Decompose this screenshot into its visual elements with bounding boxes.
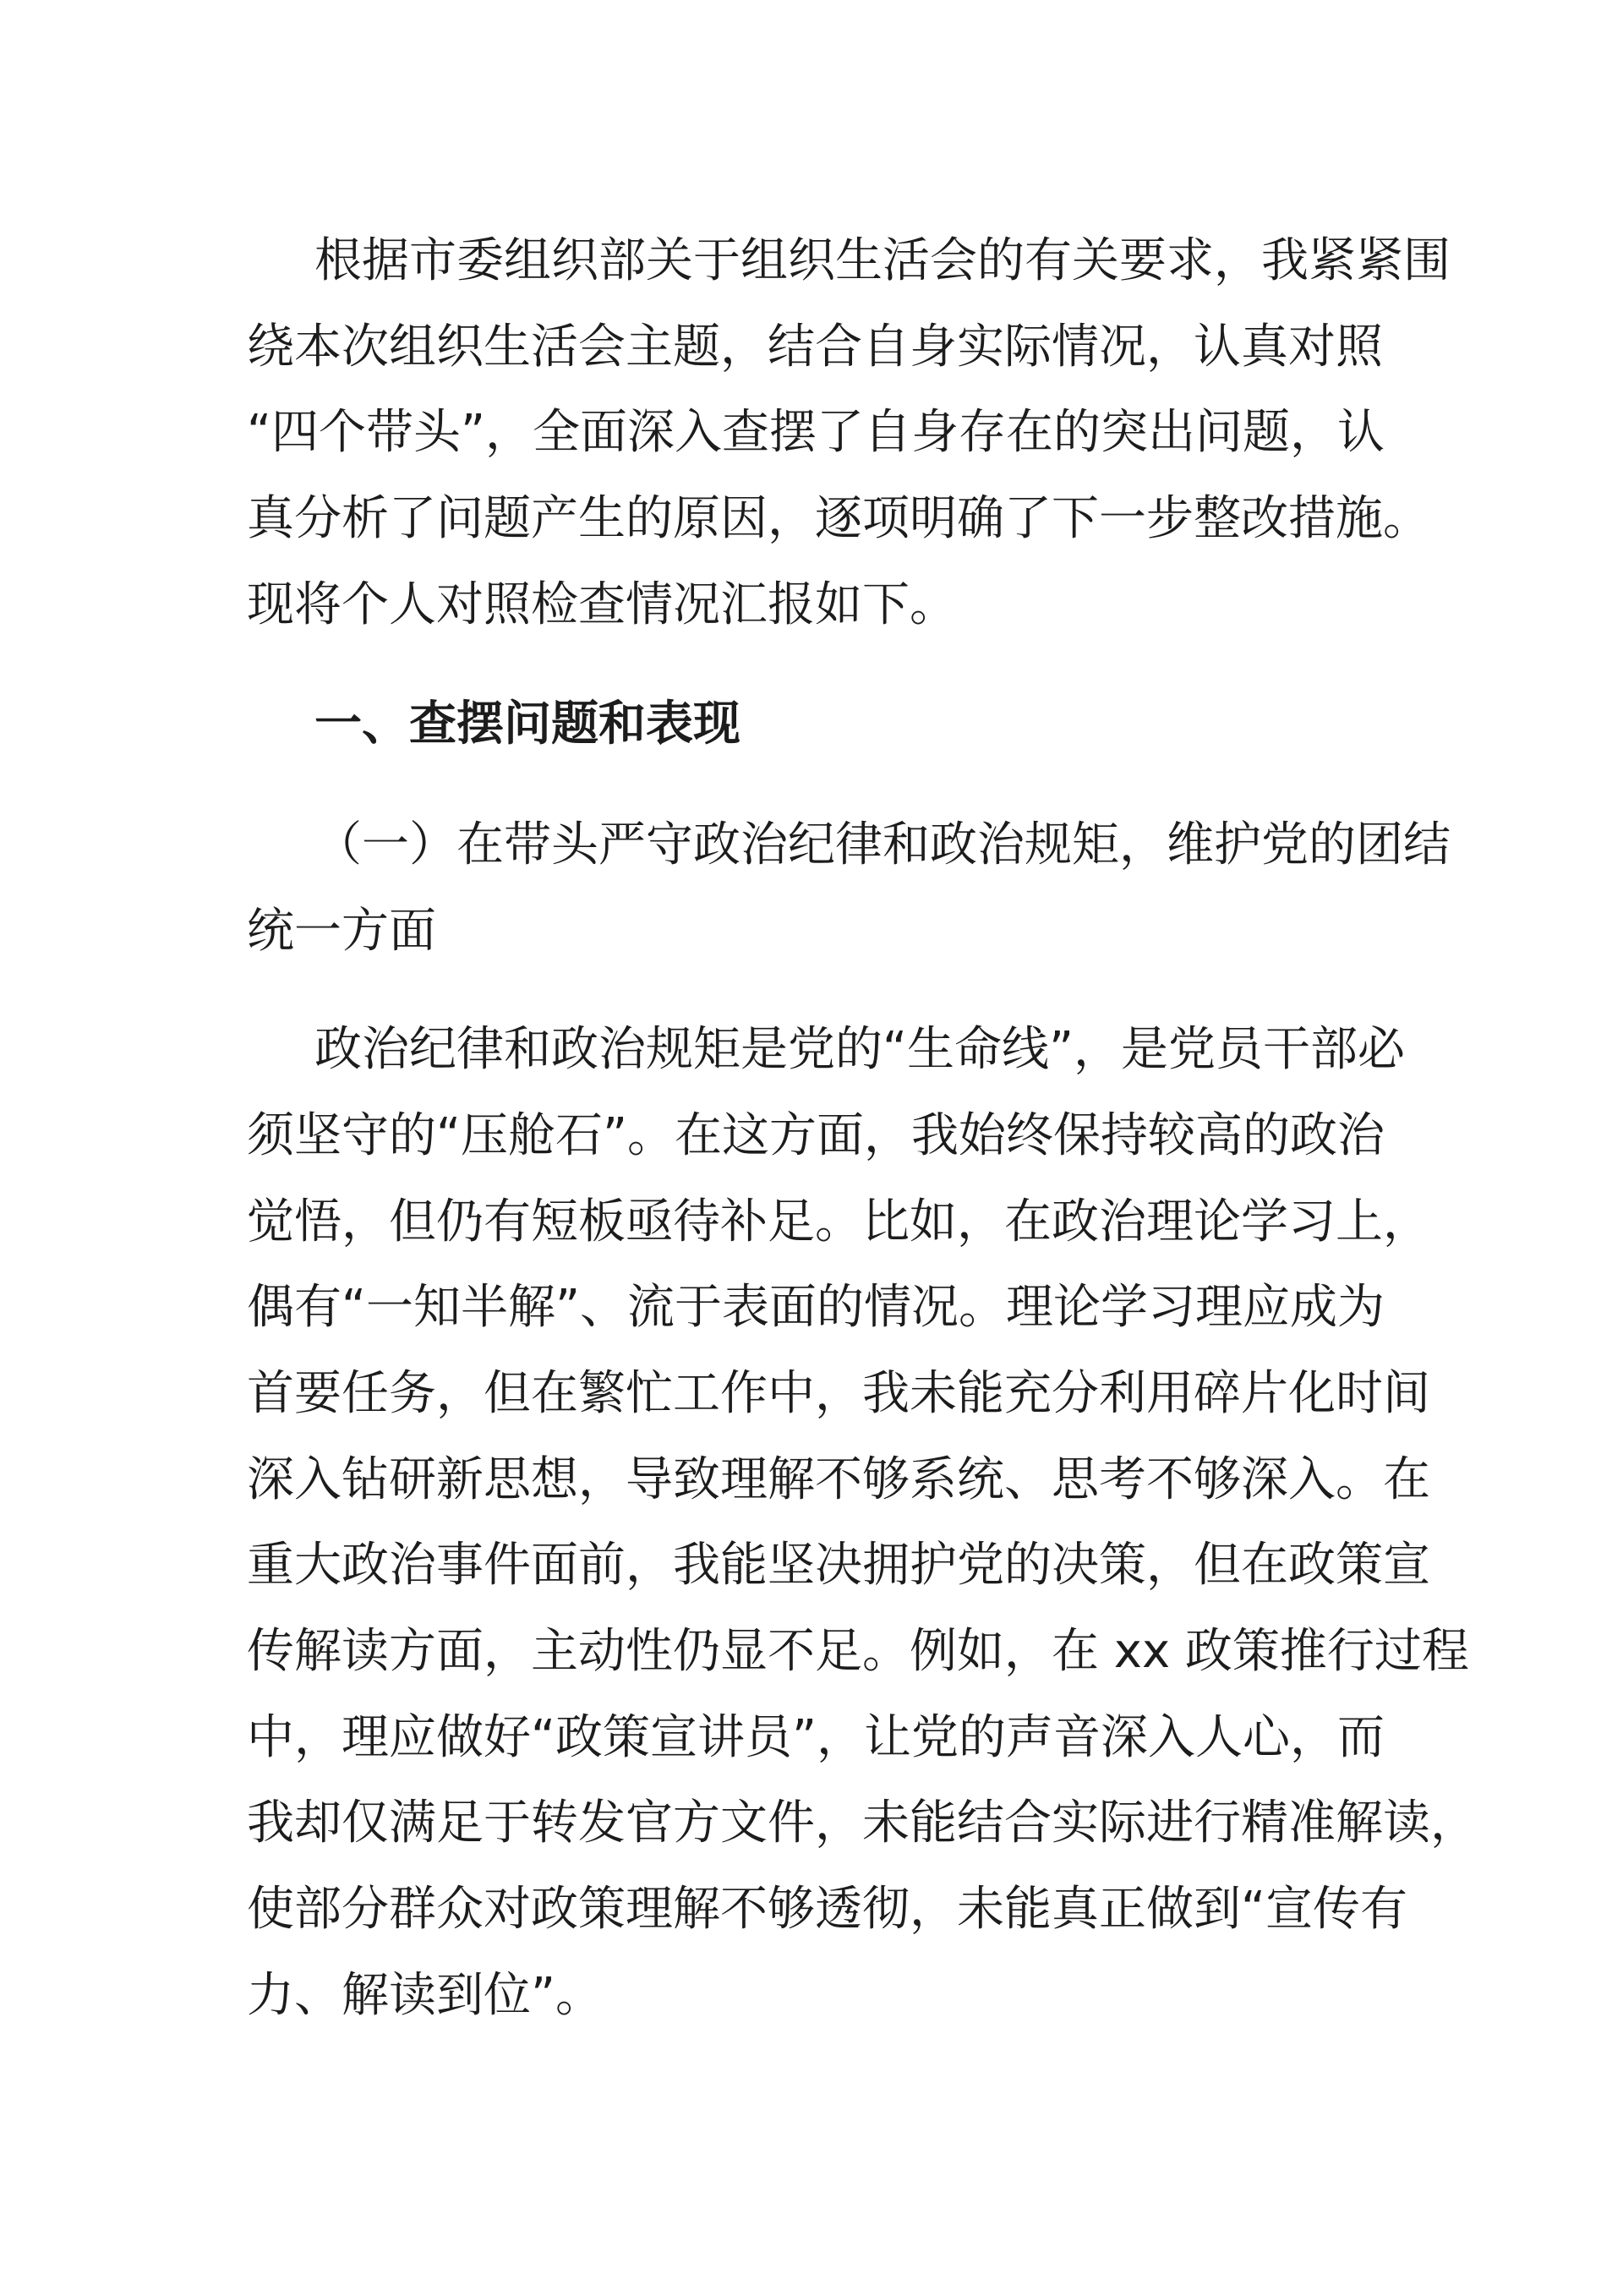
subsection-heading-line: 统一方面 (247, 904, 436, 959)
body-line: 传解读方面，主动性仍显不足。例如，在 xx 政策推行过程 (247, 1624, 1469, 1679)
body-line: 重大政治事件面前，我能坚决拥护党的决策，但在政策宣 (247, 1538, 1430, 1593)
body-line: 我却仅满足于转发官方文件，未能结合实际进行精准解读， (247, 1796, 1478, 1850)
intro-line: 现将个人对照检查情况汇报如下。 (247, 577, 957, 632)
body-line: 首要任务，但在繁忙工作中，我未能充分利用碎片化时间 (247, 1366, 1430, 1421)
body-line: 中，理应做好“政策宣讲员”，让党的声音深入人心，而 (247, 1710, 1385, 1765)
section-heading: 一、查摆问题和表现 (314, 697, 740, 752)
intro-line: 真分析了问题产生的原因，逐项明确了下一步整改措施。 (247, 491, 1430, 546)
body-line: 偶有“一知半解”、流于表面的情况。理论学习理应成为 (247, 1280, 1385, 1335)
body-line: 力、解读到位”。 (247, 1968, 604, 2023)
body-line: 使部分群众对政策理解不够透彻，未能真正做到“宣传有 (247, 1882, 1408, 1937)
subsection-heading-line: （一）在带头严守政治纪律和政治规矩，维护党的团结 (314, 817, 1451, 872)
intro-line: 根据市委组织部关于组织生活会的有关要求，我紧紧围 (314, 233, 1451, 288)
body-line: 深入钻研新思想，导致理解不够系统、思考不够深入。在 (247, 1452, 1430, 1507)
body-line: 觉悟，但仍有短板亟待补足。比如，在政治理论学习上， (247, 1194, 1430, 1249)
body-line: 须坚守的“压舱石”。在这方面，我始终保持较高的政治 (247, 1108, 1385, 1163)
intro-line: “四个带头”，全面深入查摆了自身存在的突出问题，认 (247, 405, 1385, 460)
intro-line: 绕本次组织生活会主题，结合自身实际情况，认真对照 (247, 320, 1383, 374)
body-line: 政治纪律和政治规矩是党的“生命线”，是党员干部必 (314, 1022, 1406, 1077)
